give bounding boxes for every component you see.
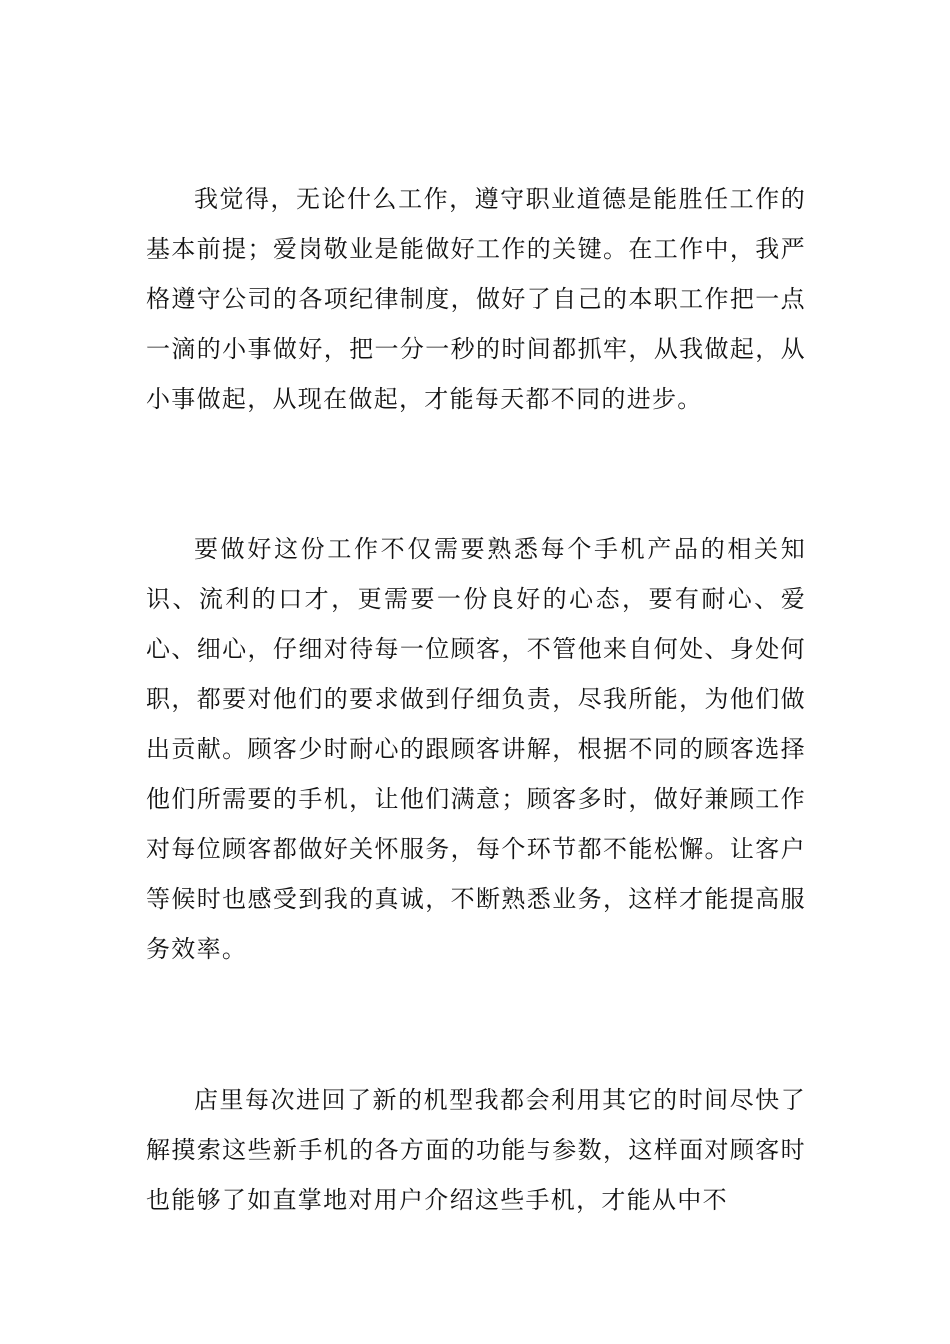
paragraph-1: 我觉得，无论什么工作，遵守职业道德是能胜任工作的基本前提；爱岗敬业是能做好工作的关键。在工作中，我严格遵守公司的各项纪律制度，做好了自己的本职工作把一点一滴的小事做好，把一分一秒的时间都抓牢，从我做起，从小事做起，从现在做起，才能每天都不同的进步。 [146,185,806,413]
paragraph-3: 店里每次进回了新的机型我都会利用其它的时间尽快了解摸索这些新手机的各方面的功能与参数，这样面对顾客时也能够了如直掌地对用户介绍这些手机，才能从中不 [146,1086,806,1214]
paragraph-2: 要做好这份工作不仅需要熟悉每个手机产品的相关知识、流利的口才，更需要一份良好的心态，要有耐心、爱心、细心，仔细对待每一位顾客，不管他来自何处、身处何职，都要对他们的要求做到仔细负责，尽我所能，为他们做出贡献。顾客少时耐心的跟顾客讲解，根据不同的顾客选择他们所需要的手机，让他们满意；顾客多时，做好兼顾工作对每位顾客都做好关怀服务，每个环节都不能松懈。让客户等候时也感受到我的真诚，不断熟悉业务，这样才能提高服务效率。 [146,535,806,963]
